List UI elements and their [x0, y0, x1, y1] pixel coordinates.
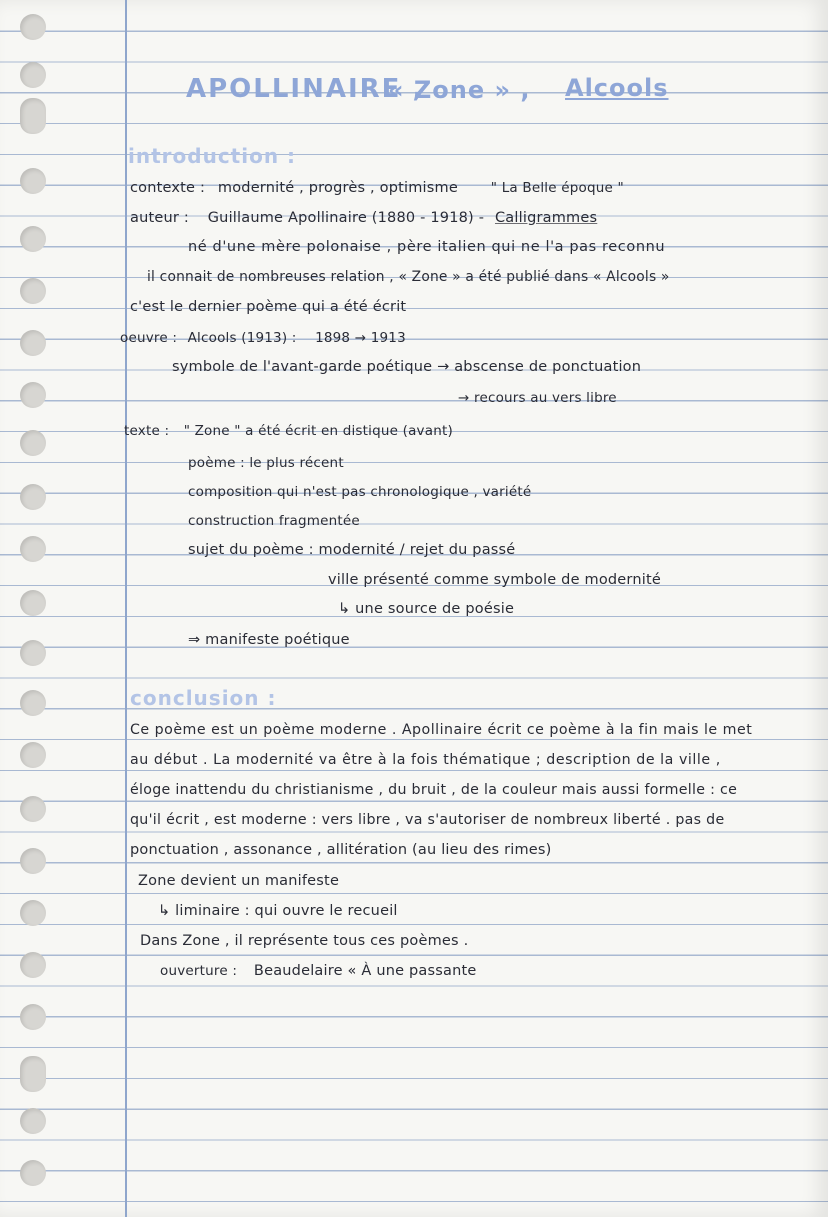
auteur-text: Guillaume Apollinaire (1880 - 1918) - — [207, 210, 485, 226]
conclusion-line-4: qu'il écrit , est moderne : vers libre , va s'autoriser de nombreux liberté . pas de — [130, 812, 725, 828]
conclusion-line-6: Zone devient un manifeste — [138, 873, 340, 889]
binder-hole — [20, 848, 46, 874]
auteur-line — [130, 210, 597, 226]
contexte-text: modernité , progrès , optimisme — [217, 180, 458, 196]
texte-line-5: sujet du poème : modernité / rejet du passé — [188, 542, 516, 558]
binder-hole — [20, 1108, 46, 1134]
binder-hole — [20, 98, 46, 134]
texte-line-6: ville présenté comme symbole de modernité — [328, 572, 661, 588]
contexte-label: contexte : — [130, 180, 206, 196]
auteur-line-3: il connait de nombreuses relation , « Zone » a été publié dans « Alcools » — [147, 269, 670, 285]
binder-hole — [20, 330, 46, 356]
texte-line-4: construction fragmentée — [188, 513, 360, 529]
conclusion-line-8: Dans Zone , il représente tous ces poèmes . — [140, 933, 469, 949]
binder-hole — [20, 168, 46, 194]
binder-hole — [20, 484, 46, 510]
binder-hole — [20, 952, 46, 978]
binder-hole — [20, 278, 46, 304]
texte-text: " Zone " a été écrit en distique (avant) — [183, 423, 453, 439]
binder-hole — [20, 1056, 46, 1092]
oeuvre-line-3: → recours au vers libre — [458, 390, 617, 406]
binder-hole — [20, 590, 46, 616]
binder-hole — [20, 1004, 46, 1030]
binder-hole — [20, 640, 46, 666]
contexte-line — [130, 180, 624, 196]
contexte-quote: " La Belle époque " — [490, 180, 624, 196]
conclusion-heading: conclusion : — [130, 686, 277, 710]
texte-line-2: poème : le plus récent — [188, 455, 344, 471]
page-title-poem: « Zone » , — [388, 76, 531, 104]
conclusion-line-1: Ce poème est un poème moderne . Apollinaire écrit ce poème à la fin mais le met — [130, 722, 753, 738]
auteur-line-2: né d'une mère polonaise , père italien qui ne l'a pas reconnu — [188, 239, 666, 255]
oeuvre-line-2: symbole de l'avant-garde poétique → abscense de ponctuation — [172, 359, 642, 375]
oeuvre-label: oeuvre : — [120, 330, 178, 346]
texte-line-8: ⇒ manifeste poétique — [188, 632, 350, 648]
binder-hole — [20, 430, 46, 456]
auteur-line-4: c'est le dernier poème qui a été écrit — [130, 299, 407, 315]
texte-line-7: ↳ une source de poésie — [338, 601, 515, 617]
binder-hole — [20, 14, 46, 40]
conclusion-line-3: éloge inattendu du christianisme , du bruit , de la couleur mais aussi formelle : ce — [130, 782, 738, 798]
binder-hole — [20, 1160, 46, 1186]
binder-hole — [20, 536, 46, 562]
texte-line-3: composition qui n'est pas chronologique , variété — [188, 484, 532, 500]
oeuvre-text: Alcools (1913) : — [187, 330, 297, 346]
conclusion-line-2: au début . La modernité va être à la fois thématique ; description de la ville , — [130, 752, 721, 768]
auteur-label: auteur : — [130, 210, 189, 226]
binder-hole — [20, 382, 46, 408]
oeuvre-dates: 1898 → 1913 — [315, 330, 406, 346]
conclusion-line-7: ↳ liminaire : qui ouvre le recueil — [158, 903, 398, 919]
margin-line — [125, 0, 127, 1217]
binder-hole — [20, 742, 46, 768]
conclusion-line-5: ponctuation , assonance , allitération (au lieu des rimes) — [130, 842, 552, 858]
ouverture-text: Beaudelaire « À une passante — [253, 963, 477, 979]
page-title: APOLLINAIRE , — [186, 74, 425, 104]
texte-line — [124, 423, 453, 439]
conclusion-line-9 — [160, 963, 477, 979]
ouverture-label: ouverture : — [160, 963, 238, 979]
texte-label: texte : — [124, 423, 170, 439]
binder-hole — [20, 62, 46, 88]
binder-hole — [20, 796, 46, 822]
introduction-heading: introduction : — [128, 144, 297, 168]
binder-hole — [20, 900, 46, 926]
binder-hole — [20, 226, 46, 252]
binder-hole — [20, 690, 46, 716]
oeuvre-line — [120, 330, 406, 346]
page-title-collection: Alcools — [565, 74, 669, 102]
auteur-work: Calligrammes — [494, 210, 598, 226]
